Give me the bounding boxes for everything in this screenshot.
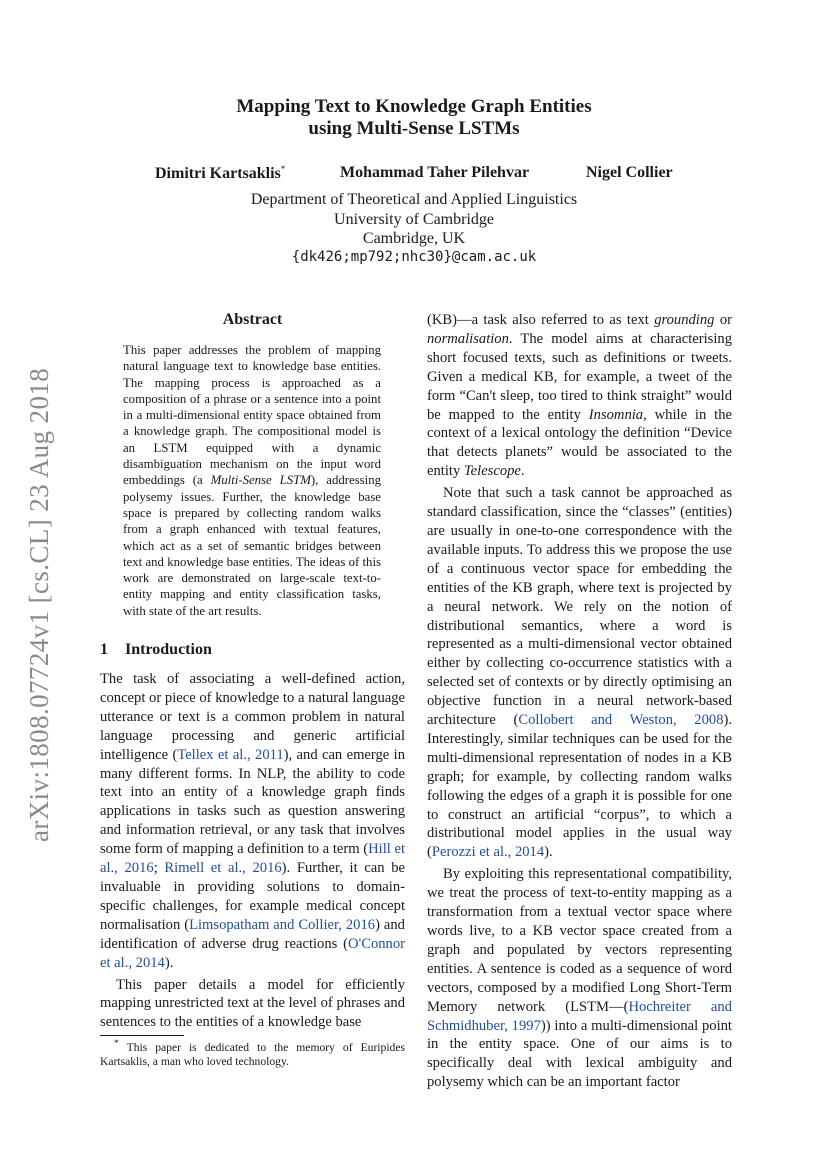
- title-line-1: Mapping Text to Knowledge Graph Entities: [236, 96, 592, 117]
- affiliation-location: Cambridge, UK: [362, 230, 466, 247]
- footnote: [100, 1037, 405, 1070]
- citation-link[interactable]: Perozzi et al., 2014: [431, 844, 545, 861]
- author-list: [0, 164, 828, 184]
- email-domain: @cam.ac.uk: [451, 249, 537, 265]
- footnote-text: This paper is dedicated to the memory of Euripides Kartsaklis, a man who loved technology.: [100, 1040, 405, 1069]
- intro-paragraph-2: This paper details a model for efficiently mapping unrestricted text at the level of phrases and sentences to the entities of a knowledge base: [100, 976, 405, 1031]
- right-paragraph-3: By exploiting this representational compatibility, we treat the process of text-to-entity mapping as a transformation from a textual vector space where words live, to a KB vector space created from a graph and populated by vectors representing entities. A sentence is coded as a sequence of word vectors, composed by a modified Long Short-Term Memory network (LSTM—(Hochreiter and Schmidhuber, 1997)) into a multi-dimensional point in the entity space. One of our aims is to specifically deal with lexical ambiguity and polysemy which can be an important factor: [427, 866, 732, 1091]
- affiliation-department: Department of Theoretical and Applied Linguistics: [250, 191, 578, 208]
- author-1: [155, 164, 285, 183]
- author-emails: [0, 247, 828, 267]
- author-1-name: Dimitri Kartsaklis: [155, 165, 281, 182]
- title-line-2: using Multi-Sense LSTMs: [308, 118, 520, 139]
- citation-link[interactable]: Limsopatham and Collier, 2016: [189, 916, 376, 933]
- affiliation: [0, 190, 828, 249]
- author-footnote-marker: *: [280, 164, 286, 174]
- citation-link[interactable]: Hochreiter and Schmidhuber, 1997: [427, 998, 732, 1034]
- email-users: {dk426;mp792;nhc30}: [291, 249, 452, 265]
- footnote-divider: [100, 1035, 184, 1036]
- author-3: Nigel Collier: [586, 164, 673, 181]
- section-title: Introduction: [125, 641, 212, 659]
- intro-paragraph-1: The task of associating a well-defined action, concept or piece of knowledge to a natural language utterance or text is a common problem in natural language processing and generic artificial intelligence (Tellex et al., 2011), and can emerge in many different forms. In NLP, the ability to code text into an entity of a knowledge graph finds applications in tasks such as question answering and information retrieval, or any task that involves some form of mapping a definition to a term (Hill et al., 2016; Rimell et al., 2016). Further, it can be invaluable in providing solutions to domain-specific challenges, for example medical concept normalisation (Limsopatham and Collier, 2016) and identification of adverse drug reactions (O'Connor et al., 2014).: [100, 671, 405, 971]
- right-column: [427, 311, 732, 1092]
- abstract-heading: Abstract: [222, 311, 283, 328]
- citation-link[interactable]: Tellex et al., 2011: [177, 746, 284, 763]
- section-heading-introduction: [100, 640, 405, 660]
- right-paragraph-2: Note that such a task cannot be approached as standard classification, since the “classes” (entities) are usually in one-to-one correspondence with the available inputs. To address this we propose the use of a continuous vector space for embedding the entities of the KB graph, where text is projected by a neural network. We rely on the notion of distributional semantics, where a word is represented as a multi-dimensional vector obtained either by collecting co-occurrence statistics with a selected set of contexts or by directly optimising an objective function in a neural network-based architecture (Collobert and Weston, 2008). Interestingly, similar techniques can be used for the multi-dimensional representation of nodes in a KB graph; for example, by collecting random walks following the edges of a graph it is possible for one to construct an artificial “corpus”, to which a distributional model applies in the usual way (Perozzi et al., 2014).: [427, 485, 733, 861]
- affiliation-university: University of Cambridge: [334, 210, 494, 228]
- left-column: [100, 310, 405, 1032]
- abstract-model-name: Multi-Sense LSTM: [210, 473, 311, 488]
- section-number: 1: [100, 641, 108, 659]
- arxiv-identifier: arXiv:1808.07724v1 [cs.CL] 23 Aug 2018: [24, 367, 54, 843]
- citation-link[interactable]: Rimell et al., 2016: [164, 860, 282, 877]
- footnote-marker: *: [114, 1038, 119, 1049]
- citation-link[interactable]: O'Connor et al., 2014: [100, 935, 405, 971]
- abstract-text: This paper addresses the problem of mapping natural language text to knowledge base entities. The mapping process is approached as a composition of a phrase or a sentence into a point in a multi-dimensional entity space obtained from a knowledge graph. The compositional model is an LSTM equipped with a dynamic disambiguation mechanism on the input word embeddings (a Multi-Sense LSTM), addressing polysemy issues. Further, the knowledge base space is prepared by collecting random walks from a graph enhanced with textual features, which act as a set of semantic bridges between text and knowledge base entities. The ideas of this work are demonstrated on large-scale text-to-entity mapping and entity classification tasks, with state of the art results.: [123, 343, 382, 618]
- citation-link[interactable]: Collobert and Weston, 2008: [518, 712, 724, 729]
- right-paragraph-1: (KB)—a task also referred to as text grounding or normalisation. The model aims at characterising short focused texts, such as definitions or tweets. Given a medical KB, for example, a tweet of the form “Can't sleep, too tired to think straight” would be mapped to the entity Insomnia, while in the context of a lexical ontology the definition “Device that detects planets” would be associated to the entity Telescope.: [427, 312, 732, 480]
- citation-link[interactable]: Hill et al., 2016: [100, 841, 405, 877]
- paper-title: [0, 96, 828, 140]
- author-2: Mohammad Taher Pilehvar: [340, 164, 530, 181]
